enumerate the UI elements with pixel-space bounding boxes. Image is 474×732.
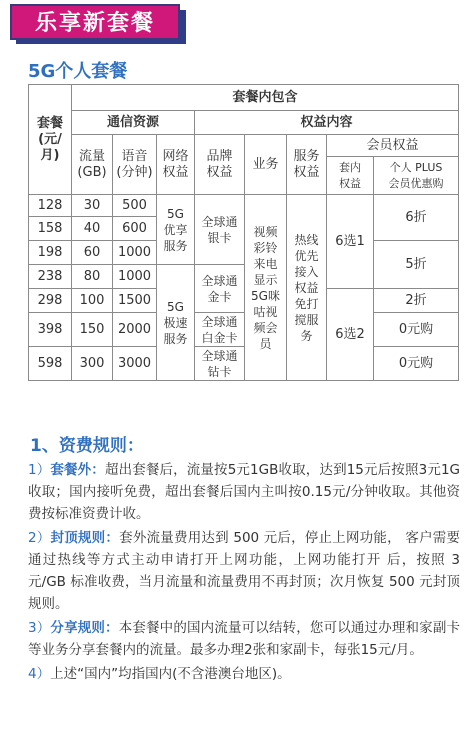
- traffic-cell: 150: [72, 313, 113, 347]
- rules-list: [28, 459, 460, 687]
- banner-title: 乐享新套餐: [10, 4, 180, 40]
- header-brand: 品牌 权益: [195, 135, 245, 195]
- traffic-cell: 60: [72, 241, 113, 265]
- service-cell: 热线 优先 接入 权益 免打 搅服 务: [287, 195, 327, 381]
- business-cell: 视频 彩铃 来电 显示 5G咪 咕视 频会 员: [245, 195, 287, 381]
- rule-label: 封顶规则：: [50, 530, 120, 546]
- rule-share: [28, 617, 460, 661]
- table-row: [29, 313, 459, 347]
- voice-cell: 1000: [113, 265, 157, 289]
- price-cell: 398: [29, 313, 72, 347]
- traffic-cell: 40: [72, 217, 113, 241]
- rule-overage: [28, 459, 460, 525]
- voice-cell: 600: [113, 217, 157, 241]
- rule-number: 3）: [28, 620, 51, 636]
- rule-number: 4）: [28, 666, 51, 682]
- price-cell: 298: [29, 289, 72, 313]
- brand-gold: 全球通 金卡: [195, 265, 245, 313]
- price-cell: 128: [29, 195, 72, 217]
- section-title: 5G个人套餐: [28, 61, 128, 82]
- voice-cell: 1000: [113, 241, 157, 265]
- traffic-cell: 30: [72, 195, 113, 217]
- price-cell: 598: [29, 347, 72, 381]
- header-included: 套餐内包含: [72, 85, 459, 111]
- price-cell: 198: [29, 241, 72, 265]
- header-network: 网络 权益: [157, 135, 195, 195]
- price-cell: 158: [29, 217, 72, 241]
- plus-free-b: 0元购: [374, 347, 459, 381]
- header-service: 服务 权益: [287, 135, 327, 195]
- traffic-cell: 80: [72, 265, 113, 289]
- table-row: [29, 347, 459, 381]
- header-business: 业务: [245, 135, 287, 195]
- header-in-package: 套内 权益: [327, 157, 374, 195]
- brand-platinum: 全球通 白金卡: [195, 313, 245, 347]
- table-row: [29, 195, 459, 217]
- header-traffic: 流量 (GB): [72, 135, 113, 195]
- header-plus: 个人 PLUS 会员优惠购: [374, 157, 459, 195]
- rules-title: 1、资费规则：: [30, 436, 144, 456]
- banner: [2, 0, 189, 44]
- header-voice: 语音 (分钟): [113, 135, 157, 195]
- network-rights-a: 5G 优享 服务: [157, 195, 195, 265]
- voice-cell: 2000: [113, 313, 157, 347]
- rule-label: 分享规则：: [50, 620, 119, 636]
- plus-free-a: 0元购: [374, 313, 459, 347]
- brand-silver: 全球通 银卡: [195, 195, 245, 265]
- rule-text: 上述“国内”均指国内(不含港澳台地区)。: [50, 666, 291, 682]
- header-package-price: 套餐 (元/月): [29, 85, 72, 195]
- package-table: [28, 84, 459, 381]
- plus-discount-50: 5折: [374, 241, 459, 289]
- traffic-cell: 300: [72, 347, 113, 381]
- rule-number: 2）: [28, 530, 51, 546]
- header-comm-resources: 通信资源: [72, 111, 195, 135]
- rule-label: 套餐外：: [50, 462, 105, 478]
- header-rights: 权益内容: [195, 111, 459, 135]
- choice-b: 6选2: [327, 289, 374, 381]
- plus-discount-20: 2折: [374, 289, 459, 313]
- rule-number: 1）: [28, 462, 51, 478]
- brand-diamond: 全球通 钻卡: [195, 347, 245, 381]
- voice-cell: 500: [113, 195, 157, 217]
- rule-domestic: [28, 663, 460, 685]
- network-rights-b: 5G 极速 服务: [157, 265, 195, 381]
- plus-discount-60: 6折: [374, 195, 459, 241]
- header-member: 会员权益: [327, 135, 459, 157]
- traffic-cell: 100: [72, 289, 113, 313]
- rule-cap: [28, 527, 460, 615]
- price-cell: 238: [29, 265, 72, 289]
- choice-a: 6选1: [327, 195, 374, 289]
- voice-cell: 3000: [113, 347, 157, 381]
- rule-text: 本套餐中的国内流量可以结转，您可以通过办理和家副卡等业务分享套餐内的流量。最多办理2张和家副卡，每张15元/月。: [28, 620, 461, 658]
- rule-text: 超出套餐后，流量按5元1GB收取，达到15元后按照3元1G收取；国内接听免费，超出套餐后国内主叫按0.15元/分钟收取。其他资费按标准资费计收。: [28, 462, 461, 522]
- rule-text: 套外流量费用达到 500 元后，停止上网功能， 客户需要通过热线等方式主动申请打开上网功能，上网功能打开 后，按照 3 元/GB 标准收费，当月流量和流量费用不再封顶；次月恢复 500 元封顶规则。: [28, 530, 461, 612]
- voice-cell: 1500: [113, 289, 157, 313]
